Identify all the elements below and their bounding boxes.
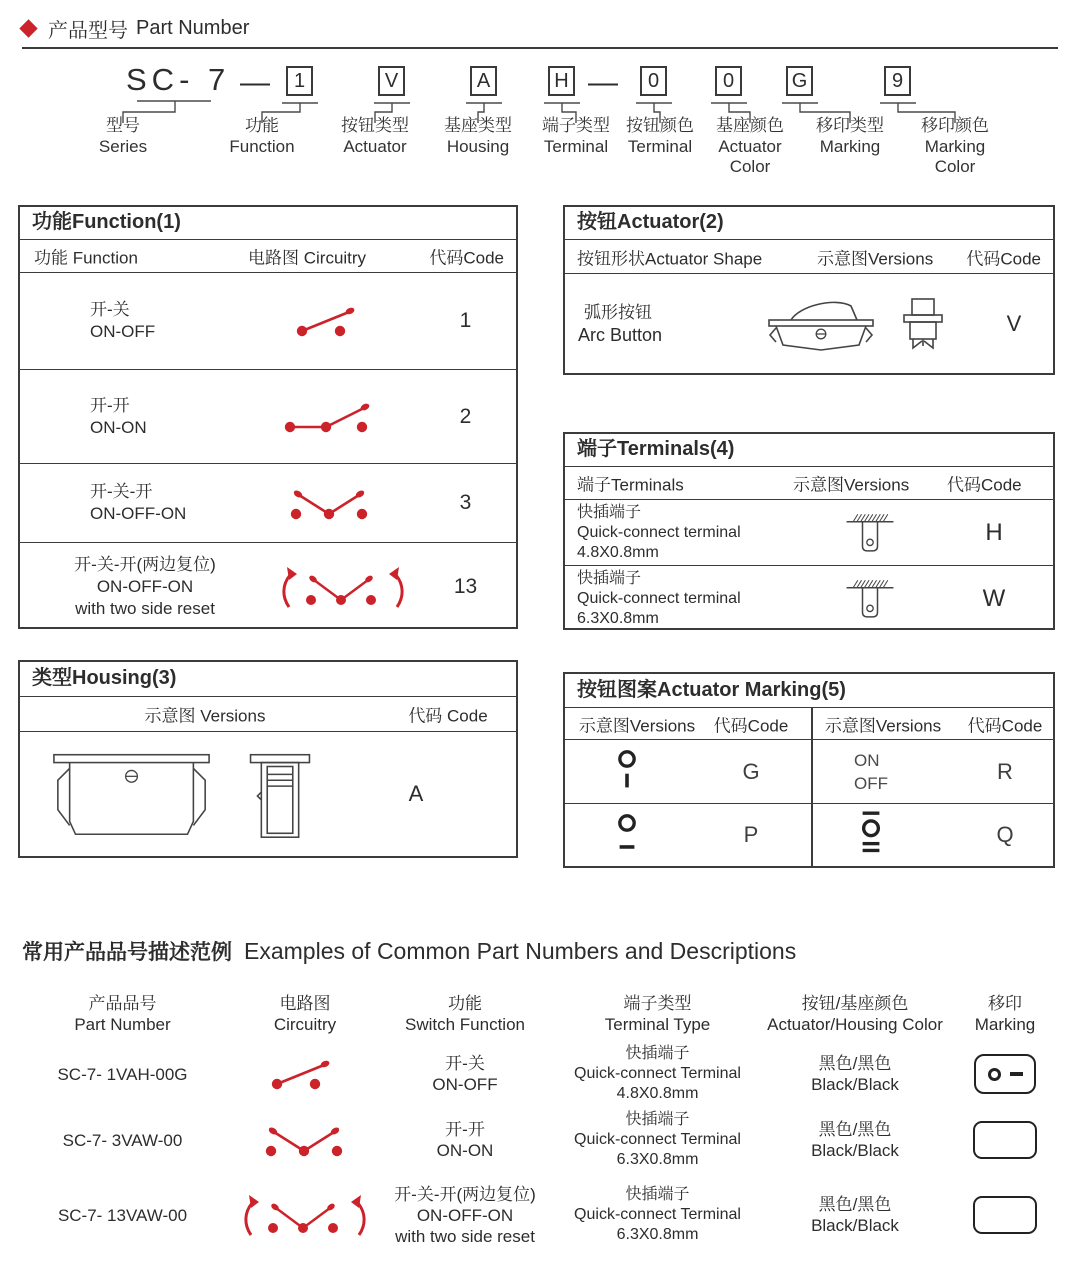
code-box-function: 1 (286, 66, 313, 96)
function-table (18, 205, 518, 629)
marking-table-header (565, 708, 1053, 740)
label-en: Actuator (343, 136, 407, 156)
table-row (10, 1043, 1070, 1105)
table-row (565, 804, 1053, 866)
function-en: ON-OFF (90, 322, 156, 341)
marking-circle-over-bar-icon (615, 749, 639, 789)
code-box-terminal: H (548, 66, 575, 96)
housing-front-view-icon (45, 739, 219, 849)
blank-button-icon (973, 1121, 1037, 1159)
circuit-on-off-icon (266, 1054, 344, 1094)
actuator-en: Arc Button (578, 324, 663, 345)
examples-title-zh: 常用产品品号描述范例 (22, 941, 232, 964)
housing-table-title: 类型Housing(3) (20, 662, 516, 697)
function-en: ON-ON (90, 417, 147, 437)
table-row (565, 500, 1053, 566)
table-row (10, 1105, 1070, 1175)
label-zh: 按钮颜色 (626, 116, 694, 135)
example-color: 黑色/黑色 Black/Black (811, 1054, 899, 1094)
quick-connect-terminal-icon (840, 507, 900, 559)
terminal-en: Quick-connect terminal (577, 523, 741, 541)
blank-button-icon (973, 1196, 1037, 1234)
col-actuator-shape: 按钮形状Actuator Shape (577, 249, 763, 268)
label-en: Series (98, 136, 148, 156)
dash-separator: — (588, 66, 618, 99)
label-en: Marking Color (924, 136, 986, 176)
marking-table (563, 672, 1055, 868)
examples-title (22, 936, 796, 966)
example-color: 黑色/黑色 Black/Black (811, 1120, 899, 1160)
col-code: 代码Code (967, 716, 1043, 735)
col-part-number: 产品品号 Part Number (74, 994, 171, 1034)
terminal-en: Quick-connect terminal (577, 590, 741, 607)
example-color: 黑色/黑色 Black/Black (811, 1195, 899, 1235)
function-en: ON-OFF-ON (96, 577, 194, 596)
col-terminals: 端子Terminals (577, 475, 684, 495)
code-box-housing-color: 0 (715, 66, 742, 96)
label-series (73, 116, 173, 157)
page-title-en: Part Number (136, 17, 250, 39)
table-row (20, 273, 516, 370)
marking-code: P (743, 822, 759, 847)
examples-header-row (10, 985, 1070, 1043)
table-row (20, 543, 516, 631)
label-function (212, 116, 312, 157)
col-versions: 示意图Versions (817, 249, 934, 268)
label-en: Function (229, 136, 295, 156)
function-code: 1 (459, 309, 472, 332)
code-box-actuator-color: 0 (640, 66, 667, 96)
col-versions: 示意图Versions (793, 475, 910, 495)
code-box-actuator: V (378, 66, 405, 96)
function-code: 2 (459, 404, 472, 428)
label-zh: 型号 (106, 116, 140, 135)
function-en2: with two side reset (75, 599, 215, 618)
code-box-marking: G (786, 66, 813, 96)
code-box-marking-color: 9 (884, 66, 911, 96)
example-terminal: 快插端子 Quick-connect Terminal 4.8X0.8mm (574, 1045, 741, 1102)
label-en: Actuator Color (718, 136, 782, 176)
terminal-zh: 快插端子 (577, 570, 642, 587)
circuit-on-off-on-icon (257, 1119, 353, 1161)
example-function: 开-关-开(两边复位) ON-OFF-ON with two side reset (394, 1184, 536, 1246)
label-zh: 基座颜色 (716, 116, 784, 135)
col-actuator-housing-color: 按钮/基座颜色 Actuator/Housing Color (767, 994, 943, 1034)
terminals-table-title: 端子Terminals(4) (565, 434, 1053, 467)
actuator-zh: 弧形按钮 (584, 302, 652, 322)
table-row (565, 740, 1053, 804)
circuit-on-off-on-reset-icon (239, 1192, 371, 1238)
marking-code: R (997, 758, 1013, 784)
col-code: 代码Code (713, 716, 789, 735)
table-row (20, 464, 516, 543)
example-function: 开-关 ON-OFF (432, 1054, 498, 1094)
actuator-table (563, 205, 1055, 375)
housing-table (18, 660, 518, 858)
col-circuitry: 电路图 Circuitry (273, 994, 337, 1034)
terminal-size: 4.8X0.8mm (577, 543, 659, 561)
label-en: Terminal (543, 136, 609, 156)
table-row (20, 732, 516, 856)
circuit-on-on-icon (278, 397, 382, 437)
col-versions: 示意图Versions (824, 716, 942, 735)
function-en: ON-OFF-ON (90, 504, 187, 523)
code-box-housing: A (470, 66, 497, 96)
label-zh: 移印类型 (816, 116, 884, 135)
dash-glyph (1010, 1072, 1023, 1076)
label-actuator-color (610, 116, 710, 157)
label-zh: 移印颜色 (921, 116, 989, 135)
marking-code: Q (996, 822, 1014, 847)
label-en: Terminal (627, 136, 693, 156)
col-code: 代码Code (947, 475, 1022, 495)
circle-glyph (988, 1068, 1001, 1081)
function-zh: 开-关-开 (90, 482, 153, 501)
label-zh: 按钮类型 (341, 116, 409, 135)
col-circuitry: 电路图 Circuitry (248, 248, 367, 268)
col-versions: 示意图Versions (578, 716, 696, 735)
terminals-table (563, 432, 1055, 630)
marking-circle-over-dash-icon (615, 814, 639, 852)
example-part-number: SC-7- 3VAW-00 (62, 1130, 183, 1150)
terminal-zh: 快插端子 (577, 503, 642, 521)
function-zh: 开-开 (90, 395, 130, 415)
actuator-table-header (565, 240, 1053, 274)
label-zh: 基座类型 (444, 116, 512, 135)
function-zh: 开-关-开(两边复位) (74, 555, 216, 574)
table-row (565, 274, 1053, 373)
label-marking (800, 116, 900, 157)
col-code: 代码Code (429, 248, 504, 268)
marking-bar-circle-bars-icon (858, 812, 884, 854)
marking-circle-dash-button-icon (974, 1054, 1036, 1094)
label-housing-color (700, 116, 800, 178)
marking-code: G (742, 758, 760, 784)
quick-connect-terminal-icon (840, 573, 900, 625)
function-code: 3 (459, 491, 472, 514)
col-marking: 移印 Marking (974, 994, 1036, 1034)
example-terminal: 快插端子 Quick-connect Terminal 6.3X0.8mm (574, 1186, 741, 1243)
table-row (20, 370, 516, 464)
dash-separator: — (240, 66, 270, 99)
circuit-on-off-on-icon (282, 482, 378, 524)
label-en: Housing (446, 136, 510, 156)
housing-code: A (408, 781, 424, 806)
label-zh: 端子类型 (542, 116, 610, 135)
label-marking-color (905, 116, 1005, 178)
col-terminal-type: 端子类型 Terminal Type (604, 994, 711, 1034)
table-row (565, 566, 1053, 632)
actuator-code: V (1006, 310, 1022, 336)
actuator-table-title: 按钮Actuator(2) (565, 207, 1053, 240)
label-en: Marking (819, 136, 881, 156)
function-table-header (20, 240, 516, 273)
terminal-code: H (985, 518, 1003, 546)
housing-side-view-icon (244, 739, 316, 849)
examples-title-en: Examples of Common Part Numbers and Descriptions (244, 938, 797, 964)
rocker-side-view-icon (761, 295, 881, 353)
series-code: SC- 7 (126, 62, 231, 97)
circuit-on-off-icon (291, 301, 369, 341)
col-code: 代码 Code (408, 706, 488, 726)
function-table-title: 功能Function(1) (20, 207, 516, 240)
marking-on-off-text: ON OFF (854, 750, 888, 793)
page-title-zh: 产品型号 (48, 20, 128, 42)
example-terminal: 快插端子 Quick-connect Terminal 6.3X0.8mm (574, 1111, 741, 1168)
circuit-on-off-on-reset-icon (277, 564, 409, 610)
label-zh: 功能 (245, 116, 279, 135)
housing-table-header (20, 697, 516, 732)
example-part-number: SC-7- 13VAW-00 (57, 1205, 188, 1225)
table-row (10, 1175, 1070, 1255)
marking-table-title: 按钮图案Actuator Marking(5) (565, 674, 1053, 708)
col-switch-function: 功能 Switch Function (405, 994, 525, 1034)
label-actuator (325, 116, 425, 157)
label-housing (428, 116, 528, 157)
examples-table (10, 985, 1070, 1255)
rocker-front-view-icon (897, 295, 949, 353)
function-zh: 开-关 (90, 300, 130, 319)
example-function: 开-开 ON-ON (436, 1120, 494, 1160)
col-versions: 示意图 Versions (144, 706, 266, 726)
terminal-code: W (982, 585, 1006, 612)
col-code: 代码Code (966, 249, 1041, 268)
example-part-number: SC-7- 1VAH-00G (57, 1064, 188, 1084)
function-code: 13 (453, 575, 478, 598)
col-function: 功能 Function (34, 248, 138, 268)
terminals-table-header (565, 467, 1053, 500)
terminal-size: 6.3X0.8mm (577, 610, 659, 627)
